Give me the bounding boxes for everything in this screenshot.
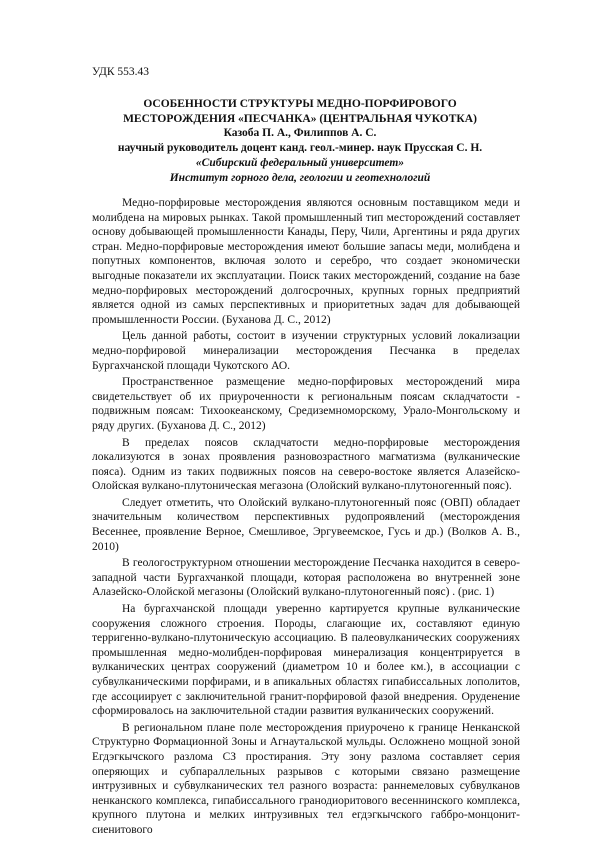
article-header — [80, 97, 520, 185]
paragraph: В региональном плане поле месторождения приурочено к границе Ненканской Структурно Формационной Зоны и Агнаутальской мульды. Осложнено мощной зоной Егдэгкычского разлома СЗ простирания. Эту зону разлома составляет серия оперяющих и субпараллельных разрывов с которыми связано размещение интрузивных и субвулканических тел разного возраста: раннемеловых субвулканов ненканского комплекса, гипабиссального гранодиоритового весеннинского комплекса, крупного плутона и мелких интрузивных тел егдэгкычского габбро-монцонит-сиенитового — [92, 721, 520, 836]
article-title-line-1: ОСОБЕННОСТИ СТРУКТУРЫ МЕДНО-ПОРФИРОВОГО — [143, 98, 457, 110]
article-university: «Сибирский федеральный университет» — [195, 156, 405, 169]
paragraph: Медно-порфировые месторождения являются основным поставщиком меди и молибдена на мировых рынках. Такой промышленный тип месторождений составляет основу добывающей промышленности Канады, Перу, Чили, Аргентины и ряда других стран. Медно-порфировые месторождения имеют большие запасы меди, молибдена и попутных компонентов, включая золото и серебро, что создает экономически выгодные показатели их эксплуатации. Поиск таких месторождений, создание на базе медно-порфировых месторождений долгосрочных, крупных горных предприятий является одной из самых перспективных и приоритетных задач для добывающей промышленности России. (Буханова Д. С., 2012) — [92, 197, 520, 326]
paragraph: Пространственное размещение медно-порфировых месторождений мира свидетельствует об их приуроченности к региональным поясам складчатости - подвижным поясам: Тихоокеанскому, Средиземноморскому, Урало-Монгольскому и ряду других. (Буханова Д. С., 2012) — [92, 376, 520, 432]
paragraph: Цель данной работы, состоит в изучении структурных условий локализации медно-порфировой минерализации месторождения Песчанка в пределах Бургахчанской площади Чукотского АО. — [92, 330, 520, 372]
article-authors: Казоба П. А., Филиппов А. С. — [223, 127, 377, 140]
paragraph: В геологоструктурном отношении месторождение Песчанка находится в северо-западной части Бургахчанкой площади, которая расположена во внутренней зоне Алазейско-Олойской мегазоны (Олойский вулкано-плутоногенный пояс) . (рис. 1) — [92, 557, 520, 599]
paragraph: На бургахчанской площади уверенно картируется крупные вулканические сооружения сложного строения. Породы, слагающие их, составляют единую терригенно-вулкано-плутоническую ассоциацию. В палеовулканических сооружениях промышленная медно-молибден-порфировая минерализация концентрируется в вулканических центрах сооружений (диаметром 10 и более км.), в ассоциации с субвулканическими порфирами, и в апикальных областях гипабиссальных лополитов, где ассоциирует с заключительной гранит-порфировой фазой внедрения. Оруденение сформировалось на заключительной стадии развития вулканических сооружений. — [92, 603, 520, 718]
paragraph: В пределах поясов складчатости медно-порфировые месторождения локализуются в зонах проявления разновозрастного магматизма (вулканические пояса). Одним из таких подвижных поясов на северо-востоке является Алазейско-Олойская вулкано-плутоническая мегазона (Олойский вулкано-плутоногенный пояс). — [92, 436, 520, 493]
udc-code: УДК 553.43 — [92, 66, 149, 78]
paragraph: Следует отметить, что Олойский вулкано-плутоногенный пояс (ОВП) обладает значительным количеством перспективных рудопроявлений (месторождения Весеннее, проявление Верное, Смешливое, Эргувеемское, Гусь и др.) (Волков А. В., 2010) — [92, 496, 520, 553]
article-body — [92, 196, 520, 838]
article-supervisor: научный руководитель доцент канд. геол.-минер. наук Прусская С. Н. — [117, 142, 483, 155]
article-title-line-2: МЕСТОРОЖДЕНИЯ «ПЕСЧАНКА» (ЦЕНТРАЛЬНАЯ ЧУКОТКА) — [123, 112, 477, 125]
article-institute: Институт горного дела, геологии и геотехнологий — [169, 171, 431, 184]
